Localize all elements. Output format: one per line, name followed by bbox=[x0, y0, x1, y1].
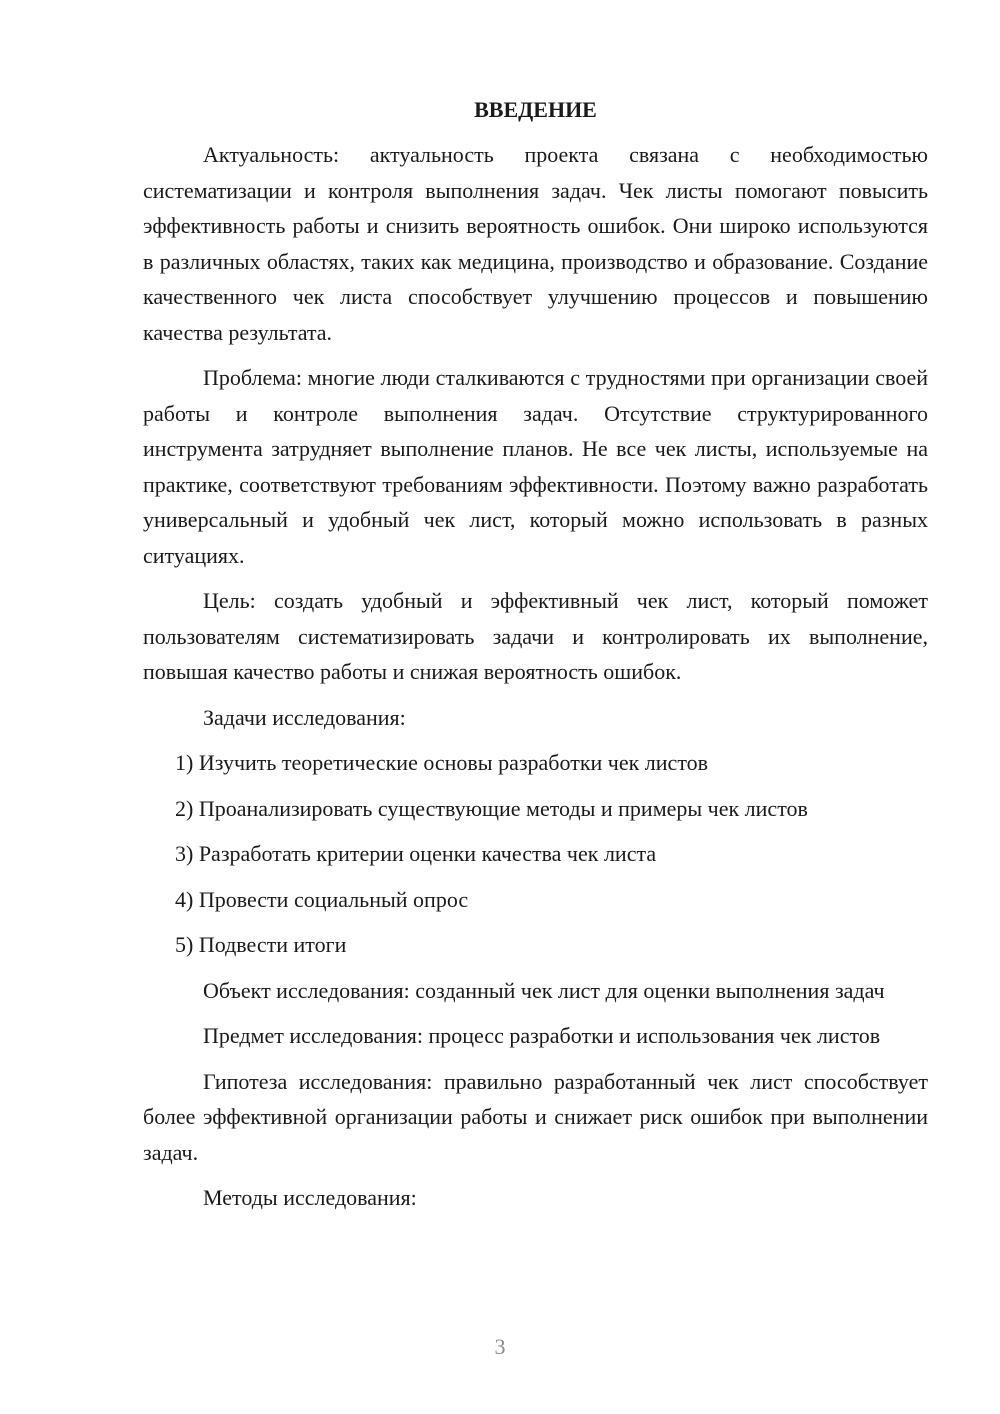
task-item: 3) Разработать критерии оценки качества чек листа bbox=[175, 841, 657, 866]
tasks-list bbox=[143, 745, 928, 963]
tasks-heading: Задачи исследования: bbox=[203, 704, 406, 730]
task-item: 1) Изучить теоретические основы разработки чек листов bbox=[175, 750, 709, 775]
subject-paragraph: Предмет исследования: процесс разработки и использования чек листов bbox=[203, 1023, 881, 1048]
problem-paragraph: Проблема: многие люди сталкиваются с трудностями при организации своей работы и контроле выполнения задач. Отсутствие структурированного инструмента затрудняет выполнение планов. Не все чек листы, используемые на практике, соответствуют требованиям эффективности. Поэтому важно разработать универсальный и удобный чек лист, который можно использовать в разных ситуациях. bbox=[143, 365, 928, 568]
task-item: 4) Провести социальный опрос bbox=[175, 886, 469, 912]
page-title: ВВЕДЕНИЕ bbox=[474, 97, 597, 122]
object-paragraph: Объект исследования: созданный чек лист для оценки выполнения задач bbox=[203, 977, 885, 1003]
task-item: 5) Подвести итоги bbox=[175, 932, 347, 957]
page-content bbox=[143, 92, 928, 1226]
methods-heading: Методы исследования: bbox=[203, 1185, 417, 1210]
task-item: 2) Проанализировать существующие методы и примеры чек листов bbox=[175, 795, 808, 821]
page-number: 3 bbox=[494, 1334, 506, 1359]
relevance-paragraph: Актуальность: актуальность проекта связана с необходимостью систематизации и контроля выполнения задач. Чек листы помогают повысить эффективность работы и снизить вероятность ошибок. Они широко используются в различных областях, таких как медицина, производство и образование. Создание качественного чек листа способствует улучшению процессов и повышению качества результата. bbox=[143, 142, 928, 345]
goal-paragraph: Цель: создать удобный и эффективный чек лист, который поможет пользователям систематизировать задачи и контролировать их выполнение, повышая качество работы и снижая вероятность ошибок. bbox=[143, 588, 928, 684]
hypothesis-paragraph: Гипотеза исследования: правильно разработанный чек лист способствует более эффективной организации работы и снижает риск ошибок при выполнении задач. bbox=[143, 1068, 928, 1165]
